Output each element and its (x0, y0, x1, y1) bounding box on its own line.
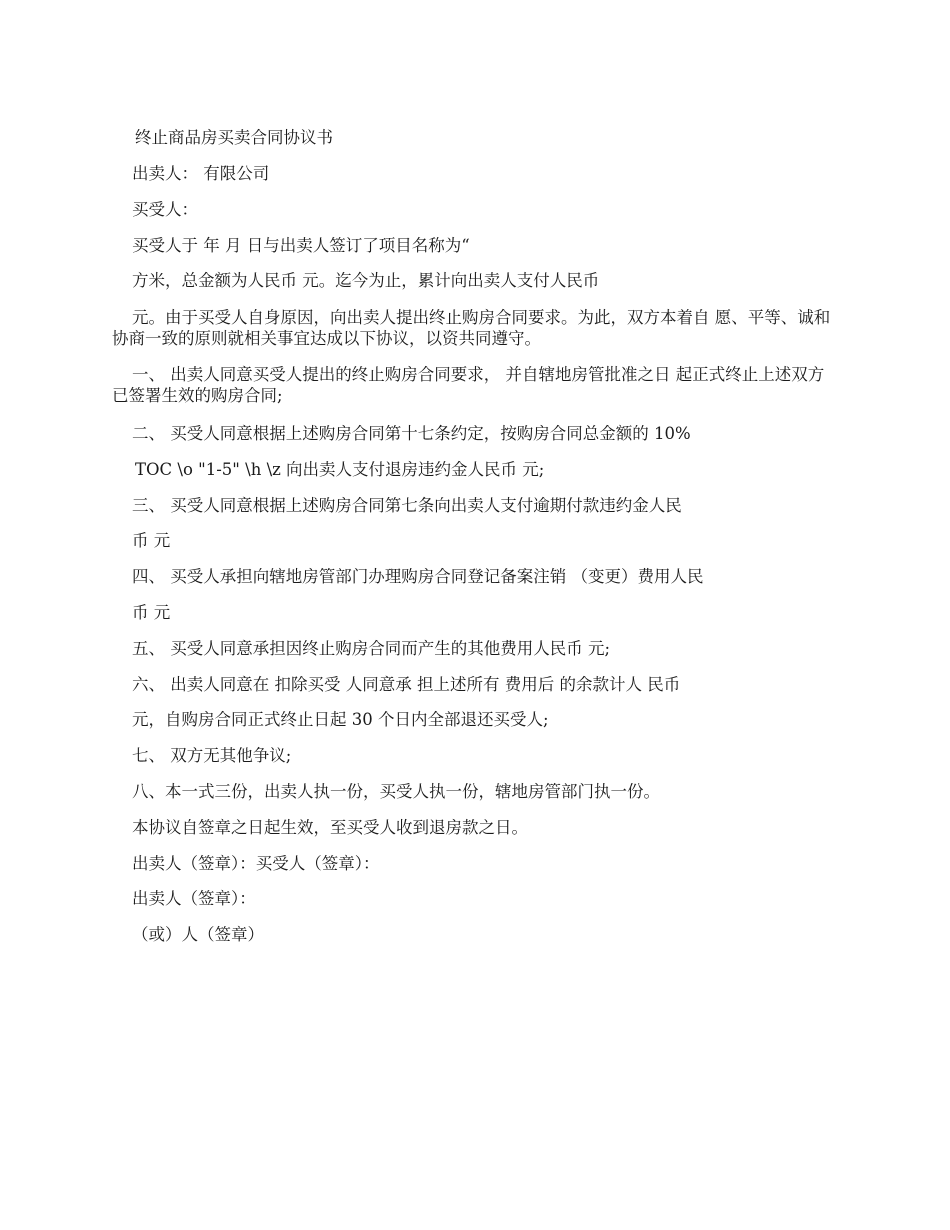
clause-4: 四、 买受人承担向辖地房管部门办理购房合同登记备案注销 （变更）费用人民 (132, 567, 704, 586)
clause-1: 一、 出卖人同意买受人提出的终止购房合同要求， 并自辖地房管批准之日 起正式终止上述双方已签署生效的购房合同; (112, 365, 825, 405)
clause-6: 六、 出卖人同意在 扣除买受 人同意承 担上述所有 费用后 的余款计人 民币 (132, 675, 681, 694)
clause-2-continued: TOC \o "1-5" \h \z 向出卖人支付退房违约金人民币 元; (135, 460, 545, 479)
paragraph-line: 方米，总金额为人民币 元。迄今为止，累计向出卖人支付人民币 (132, 271, 600, 290)
signature-line: 出卖人（签章）：买受人（签章）： (132, 854, 380, 873)
paragraph-line: 元。由于买受人自身原因，向出卖人提出终止购房合同要求。为此，双方本着自 愿、平等、诚和协商一致的原则就相关事宜达成以下协议，以资共同遵守。 (112, 308, 831, 348)
effective-statement: 本协议自签章之日起生效，至买受人收到退房款之日。 (132, 818, 528, 837)
document-title: 终止商品房买卖合同协议书 (135, 128, 333, 147)
clause-6-continued: 元，自购房合同正式终止日起 30 个日内全部退还买受人; (132, 710, 549, 729)
clause-3-continued: 币 元 (132, 531, 171, 550)
clause-5: 五、 买受人同意承担因终止购房合同而产生的其他费用人民币 元; (132, 639, 611, 658)
paragraph-line: 买受人于 年 月 日与出卖人签订了项目名称为“ (132, 236, 470, 255)
clause-2: 二、 买受人同意根据上述购房合同第十七条约定，按购房合同总金额的 10% (132, 424, 691, 443)
buyer-line: 买受人： (132, 200, 198, 219)
signature-line: 出卖人（签章）： (132, 889, 256, 908)
clause-4-continued: 币 元 (132, 603, 171, 622)
clause-8: 八、本一式三份，出卖人执一份，买受人执一份，辖地房管部门执一份。 (132, 782, 660, 801)
signature-line: （或）人（签章） (132, 925, 264, 944)
clause-7: 七、 双方无其他争议; (132, 746, 292, 765)
seller-line: 出卖人： 有限公司 (132, 164, 270, 183)
clause-3: 三、 买受人同意根据上述购房合同第七条向出卖人支付逾期付款违约金人民 (132, 496, 682, 515)
